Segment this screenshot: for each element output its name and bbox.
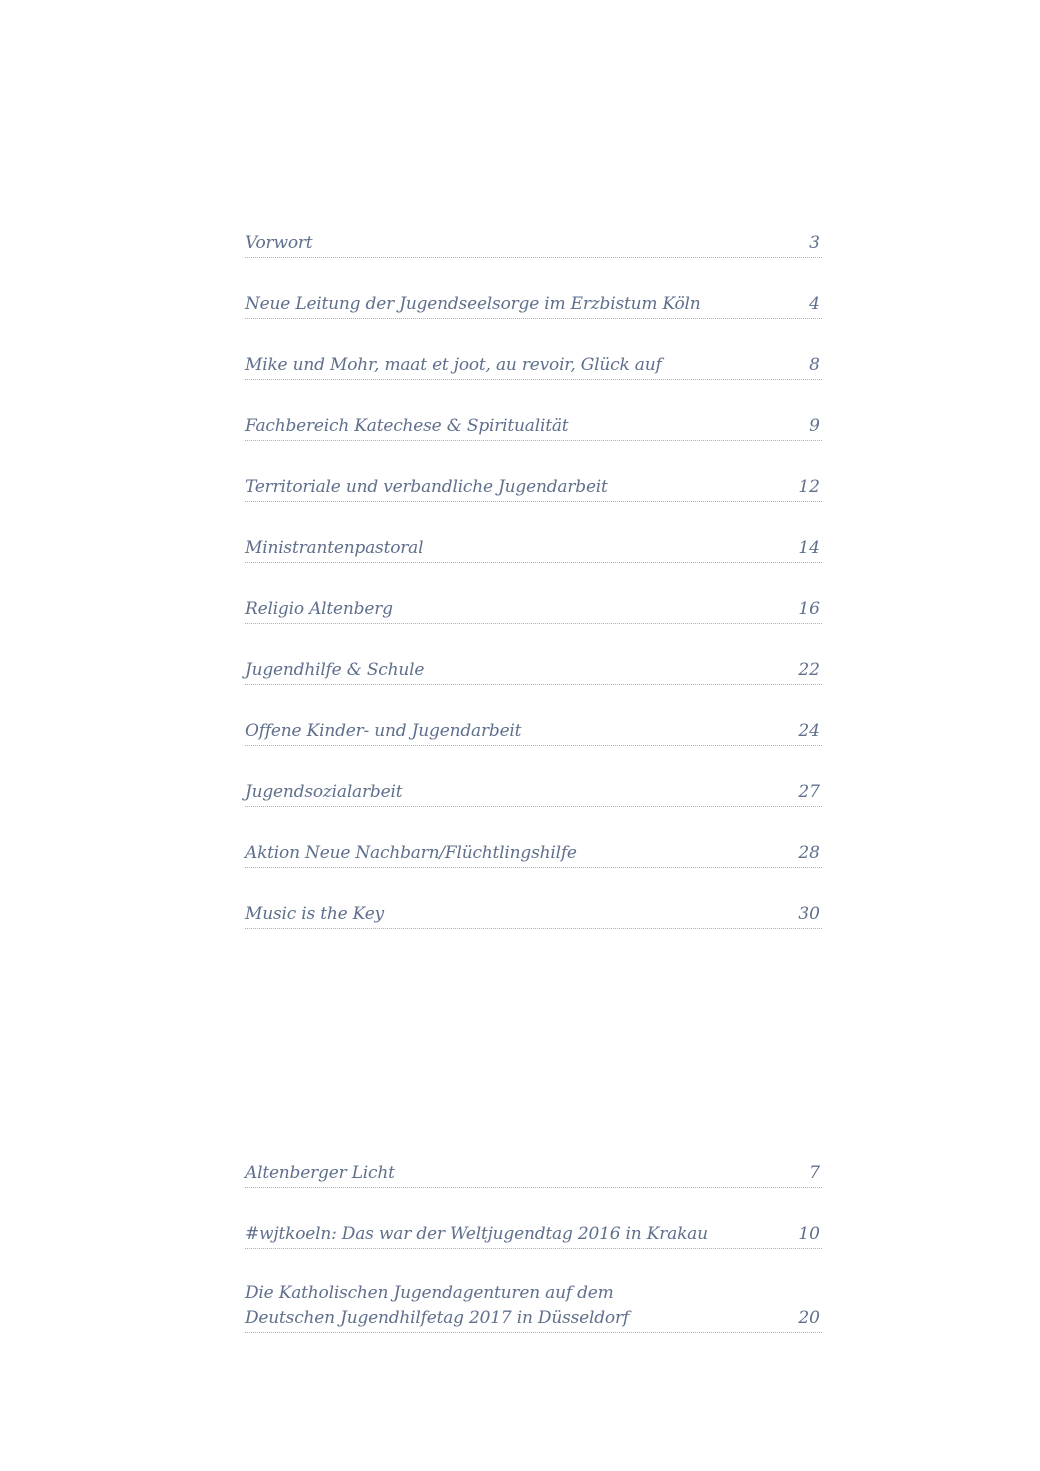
- toc-entry-page: 10: [798, 1224, 820, 1244]
- toc-entry-weltjugendtag[interactable]: [245, 1215, 822, 1249]
- toc-entry-title: Jugendsozialarbeit: [245, 782, 403, 802]
- toc-entry-page: 28: [798, 843, 820, 863]
- toc-entry-page: 7: [809, 1163, 820, 1183]
- toc-entry-title: Mike und Mohr, maat et joot, au revoir, Glück auf: [245, 355, 662, 375]
- toc-entry-page: 24: [798, 721, 820, 741]
- toc-entry-title: Altenberger Licht: [245, 1163, 395, 1183]
- toc-entry-title-line-2: Deutschen Jugendhilfetag 2017 in Düsseldorf: [245, 1308, 629, 1328]
- toc-entry-title: Neue Leitung der Jugendseelsorge im Erzbistum Köln: [245, 294, 701, 314]
- toc-entry-title: Jugendhilfe & Schule: [245, 660, 425, 680]
- toc-entry-page: 30: [798, 904, 820, 924]
- toc-entry-neue-leitung[interactable]: [245, 285, 822, 319]
- toc-entry-page: 22: [798, 660, 820, 680]
- toc-entry-title: Territoriale und verbandliche Jugendarbeit: [245, 477, 608, 497]
- toc-entry-title: Fachbereich Katechese & Spiritualität: [245, 416, 569, 436]
- table-of-contents-features: [245, 1154, 822, 1360]
- toc-entry-title: Ministrantenpastoral: [245, 538, 424, 558]
- toc-entry-page: 4: [809, 294, 820, 314]
- toc-entry-music-is-the-key[interactable]: [245, 895, 822, 929]
- toc-entry-religio-altenberg[interactable]: [245, 590, 822, 624]
- toc-entry-title: Offene Kinder- und Jugendarbeit: [245, 721, 522, 741]
- toc-entry-jugendhilfe-schule[interactable]: [245, 651, 822, 685]
- toc-entry-neue-nachbarn[interactable]: [245, 834, 822, 868]
- toc-entry-page: 8: [809, 355, 820, 375]
- toc-entry-jugendarbeit[interactable]: [245, 468, 822, 502]
- toc-entry-page: 12: [798, 477, 820, 497]
- toc-entry-title: #wjtkoeln: Das war der Weltjugendtag 2016 in Krakau: [245, 1224, 708, 1244]
- toc-entry-title: [245, 1281, 629, 1331]
- toc-entry-title-line-1: Die Katholischen Jugendagenturen auf dem: [245, 1283, 614, 1303]
- toc-entry-vorwort[interactable]: [245, 224, 822, 258]
- toc-entry-altenberger-licht[interactable]: [245, 1154, 822, 1188]
- toc-entry-ministrantenpastoral[interactable]: [245, 529, 822, 563]
- toc-entry-offene-jugendarbeit[interactable]: [245, 712, 822, 746]
- table-of-contents: [245, 224, 822, 956]
- toc-entry-page: 16: [798, 599, 820, 619]
- toc-entry-page: 3: [809, 233, 820, 253]
- toc-entry-jugendsozialarbeit[interactable]: [245, 773, 822, 807]
- toc-entry-title: Vorwort: [245, 233, 313, 253]
- toc-entry-page: 14: [798, 538, 820, 558]
- toc-entry-mike-und-mohr[interactable]: [245, 346, 822, 380]
- toc-entry-title: Music is the Key: [245, 904, 384, 924]
- toc-entry-page: 9: [809, 416, 820, 436]
- toc-entry-page: 20: [798, 1308, 820, 1328]
- toc-entry-page: 27: [798, 782, 820, 802]
- toc-entry-title: Aktion Neue Nachbarn/Flüchtlingshilfe: [245, 843, 577, 863]
- toc-entry-katechese[interactable]: [245, 407, 822, 441]
- toc-entry-jugendhilfetag[interactable]: [245, 1276, 822, 1333]
- toc-entry-title: Religio Altenberg: [245, 599, 393, 619]
